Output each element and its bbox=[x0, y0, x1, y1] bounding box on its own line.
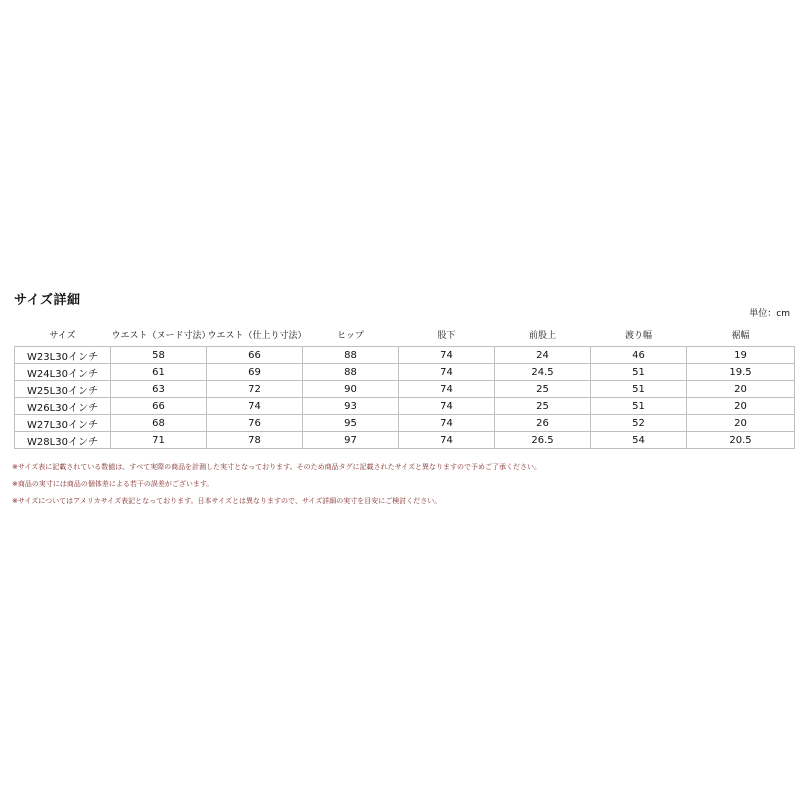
header-front-rise: 前股上 bbox=[528, 330, 556, 341]
table-row bbox=[15, 347, 795, 364]
table-cell: 25 bbox=[495, 398, 591, 415]
header-thigh-width: 渡り幅 bbox=[624, 330, 652, 341]
table-cell: 88 bbox=[303, 364, 399, 381]
table-cell: 19.5 bbox=[687, 364, 795, 381]
table-cell: 74 bbox=[399, 432, 495, 449]
table-cell: 74 bbox=[207, 398, 303, 415]
table-cell: 20 bbox=[687, 415, 795, 432]
header-waist-finished: ウエスト（仕上り寸法） bbox=[207, 330, 307, 341]
table-cell: 90 bbox=[303, 381, 399, 398]
unit-label: 単位：cm bbox=[749, 309, 790, 319]
table-cell: 74 bbox=[399, 347, 495, 364]
table-row bbox=[15, 381, 795, 398]
header-inseam: 股下 bbox=[437, 330, 456, 341]
table-row bbox=[15, 432, 795, 449]
table-cell: 58 bbox=[111, 347, 207, 364]
table-cell: 74 bbox=[399, 398, 495, 415]
table-cell: 26.5 bbox=[495, 432, 591, 449]
table-cell: 66 bbox=[111, 398, 207, 415]
table-cell: 61 bbox=[111, 364, 207, 381]
table-cell: 24 bbox=[495, 347, 591, 364]
table-cell: 66 bbox=[207, 347, 303, 364]
table-cell: 20.5 bbox=[687, 432, 795, 449]
header-hem-width: 裾幅 bbox=[731, 330, 750, 341]
table-cell: 63 bbox=[111, 381, 207, 398]
table-cell: 69 bbox=[207, 364, 303, 381]
table-cell: 46 bbox=[591, 347, 687, 364]
table-cell: 74 bbox=[399, 415, 495, 432]
table-cell: W27L30インチ bbox=[15, 415, 111, 432]
table-cell: 95 bbox=[303, 415, 399, 432]
table-cell: 26 bbox=[495, 415, 591, 432]
table-cell: 78 bbox=[207, 432, 303, 449]
table-header-row bbox=[15, 322, 795, 347]
table-cell: W26L30インチ bbox=[15, 398, 111, 415]
table-cell: 74 bbox=[399, 364, 495, 381]
size-table bbox=[14, 322, 795, 449]
table-cell: W28L30インチ bbox=[15, 432, 111, 449]
table-cell: 97 bbox=[303, 432, 399, 449]
table-cell: 88 bbox=[303, 347, 399, 364]
table-cell: 74 bbox=[399, 381, 495, 398]
table-cell: 25 bbox=[495, 381, 591, 398]
table-cell: 51 bbox=[591, 364, 687, 381]
table-row bbox=[15, 415, 795, 432]
table-row bbox=[15, 398, 795, 415]
table-cell: 54 bbox=[591, 432, 687, 449]
table-cell: 20 bbox=[687, 398, 795, 415]
table-cell: W23L30インチ bbox=[15, 347, 111, 364]
table-cell: 71 bbox=[111, 432, 207, 449]
table-cell: 51 bbox=[591, 381, 687, 398]
note-line: ※サイズについてはアメリカサイズ表記となっております。日本サイズとは異なりますので、サイズ詳細の実寸を目安にご検討ください。 bbox=[12, 497, 442, 505]
header-size: サイズ bbox=[49, 330, 76, 341]
table-cell: W25L30インチ bbox=[15, 381, 111, 398]
table-cell: 72 bbox=[207, 381, 303, 398]
table-cell: 76 bbox=[207, 415, 303, 432]
table-cell: 93 bbox=[303, 398, 399, 415]
header-hip: ヒップ bbox=[337, 330, 364, 341]
table-cell: 19 bbox=[687, 347, 795, 364]
table-cell: 52 bbox=[591, 415, 687, 432]
table-cell: 24.5 bbox=[495, 364, 591, 381]
note-line: ※サイズ表に記載されている数値は、すべて実際の商品を計測した実寸となっております。そのため商品タグに記載されたサイズと異なりますので予めご了承ください。 bbox=[12, 463, 542, 471]
note-line: ※商品の実寸には商品の個体差による若干の誤差がございます。 bbox=[12, 480, 214, 488]
table-cell: 68 bbox=[111, 415, 207, 432]
table-cell: 20 bbox=[687, 381, 795, 398]
table-row bbox=[15, 364, 795, 381]
page-title: サイズ詳細 bbox=[14, 293, 81, 308]
table-cell: 51 bbox=[591, 398, 687, 415]
header-waist-nude: ウエスト（ヌード寸法） bbox=[111, 330, 211, 341]
notes bbox=[12, 462, 541, 513]
table-cell: W24L30インチ bbox=[15, 364, 111, 381]
